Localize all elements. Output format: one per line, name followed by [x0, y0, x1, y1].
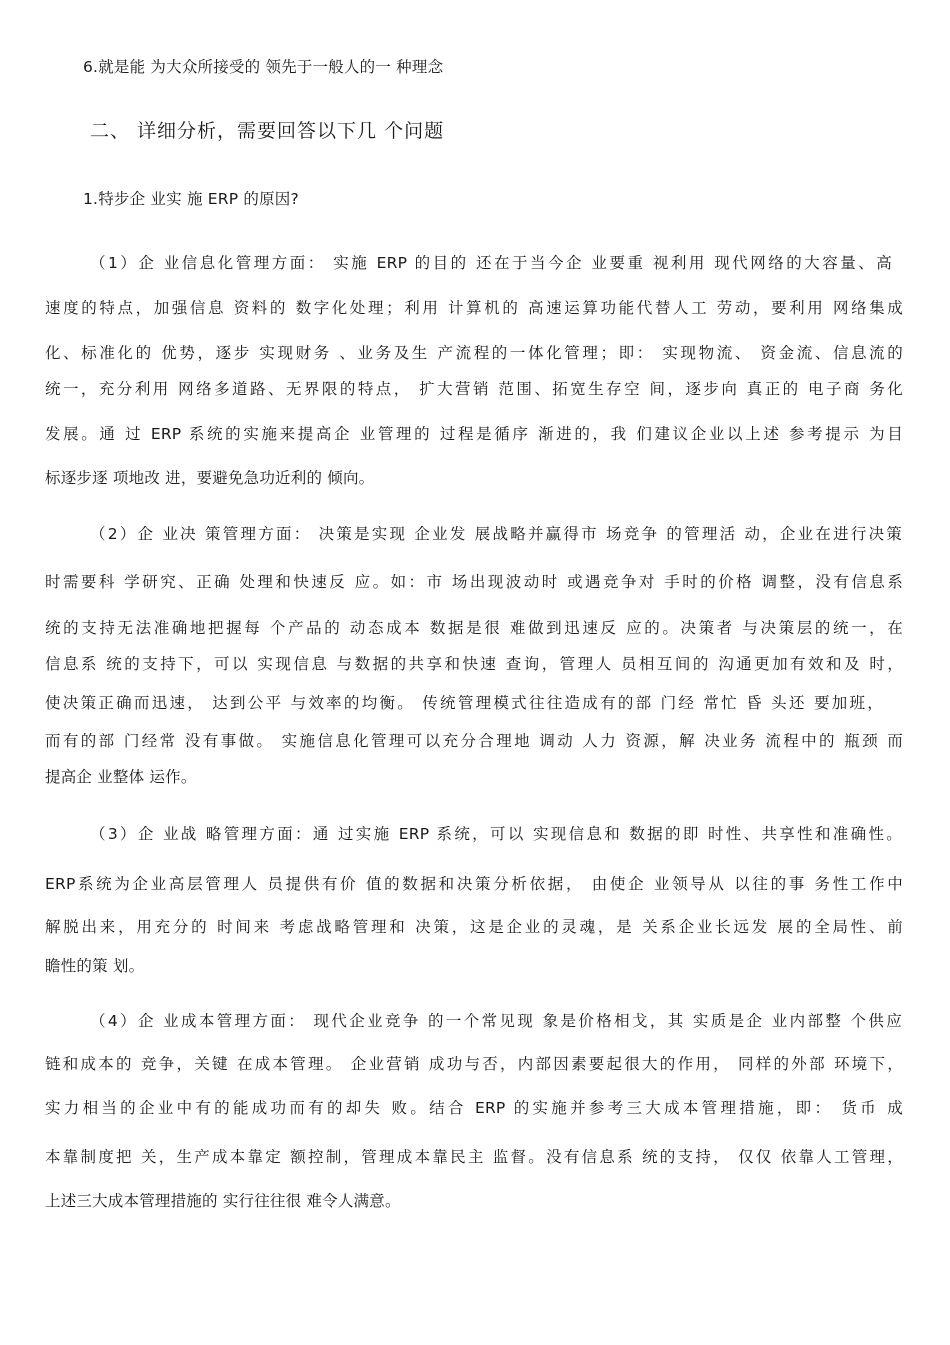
paragraph-line: 提高企 业整体 运作。 [45, 768, 197, 786]
paragraph-line: 使决策正确而迅速， 达到公平 与效率的均衡。 传统管理模式往往造成有的部 门经 常忙 昏 头还 要加班， [45, 694, 883, 712]
paragraph-line: 上述三大成本管理措施的 实行往往很 难令人满意。 [45, 1192, 401, 1210]
paragraph-line: 速度的特点，加强信息 资料的 数字化处理；利用 计算机的 高速运算功能代替人工 劳动，要利用 网络集成 [45, 299, 903, 317]
paragraph-line: 发展。通 过 ERP 系统的实施来提高企 业管理的 过程是循序 渐进的，我 们建议企业以上述 参考提示 为目 [45, 425, 903, 443]
paragraph-line: ERP系统为企业高层管理人 员提供有价 值的数据和决策分析依据， 由使企 业领导从 以往的事 务性工作中 [45, 875, 903, 893]
question-1-text: 1.特步企 业实 施 ERP 的原因? [83, 190, 299, 208]
paragraph-line: 化、标准化的 优势，逐步 实现财务 、业务及生 产流程的一体化管理；即： 实现物流、 资金流、信息流的 [45, 344, 903, 362]
paragraph-line: （4）企 业成本管理方面： 现代企业竞争 的一个常见现 象是价格相戈，其 实质是企 业内部整 个供应 [90, 1012, 902, 1030]
section-heading: 二、 详细分析，需要回答以下几 个问题 [90, 120, 445, 142]
paragraph-line: 统一，充分利用 网络多道路、无界限的特点， 扩大营销 范围、拓宽生存空 间，逐步向 真正的 电子商 务化 [45, 380, 903, 398]
paragraph-line: （2）企 业决 策管理方面： 决策是实现 企业发 展战略并赢得市 场竞争 的管理活 动，企业在进行决策 [90, 525, 902, 543]
paragraph-line: 瞻性的策 划。 [45, 957, 145, 975]
paragraph-line: 实力相当的企业中有的能成功而有的却失 败。结合 ERP 的实施并参考三大成本管理措施，即： 货币 成 [45, 1099, 903, 1117]
paragraph-line: （1）企 业信息化管理方面： 实施 ERP 的目的 还在于当今企 业要重 视利用 现代网络的大容量、高 [90, 254, 892, 272]
paragraph-line: 本靠制度把 关，生产成本靠定 额控制，管理成本靠民主 监督。没有信息系 统的支持， 仅仅 依靠人工管理， [45, 1148, 903, 1166]
paragraph-line: 解脱出来，用充分的 时间来 考虑战略管理和 决策，这是企业的灵魂，是 关系企业长远发 展的全局性、前 [45, 918, 903, 936]
item-6-text: 6.就是能 为大众所接受的 领先于一般人的一 种理念 [83, 58, 444, 76]
paragraph-line: （3）企 业战 略管理方面：通 过实施 ERP 系统，可以 实现信息和 数据的即 时性、共享性和准确性。 [90, 825, 902, 843]
paragraph-line: 统的支持无法准确地把握每 个产品的 动态成本 数据是很 难做到迅速反 应的。决策者 与决策层的统一，在 [45, 619, 903, 637]
paragraph-line: 而有的部 门经常 没有事做。 实施信息化管理可以充分合理地 调动 人力 资源，解 决业务 流程中的 瓶颈 而 [45, 732, 903, 750]
paragraph-line: 链和成本的 竞争，关键 在成本管理。 企业营销 成功与否，内部因素要起很大的作用， 同样的外部 环境下， [45, 1055, 903, 1073]
paragraph-line: 时需要科 学研究、正确 处理和快速反 应。如：市 场出现波动时 或遇竞争对 手时的价格 调整，没有信息系 [45, 573, 903, 591]
paragraph-line: 信息系 统的支持下，可以 实现信息 与数据的共享和快速 查询，管理人 员相互间的 沟通更加有效和及 时， [45, 655, 903, 673]
paragraph-line: 标逐步逐 项地改 进，要避免急功近利的 倾向。 [45, 469, 375, 487]
